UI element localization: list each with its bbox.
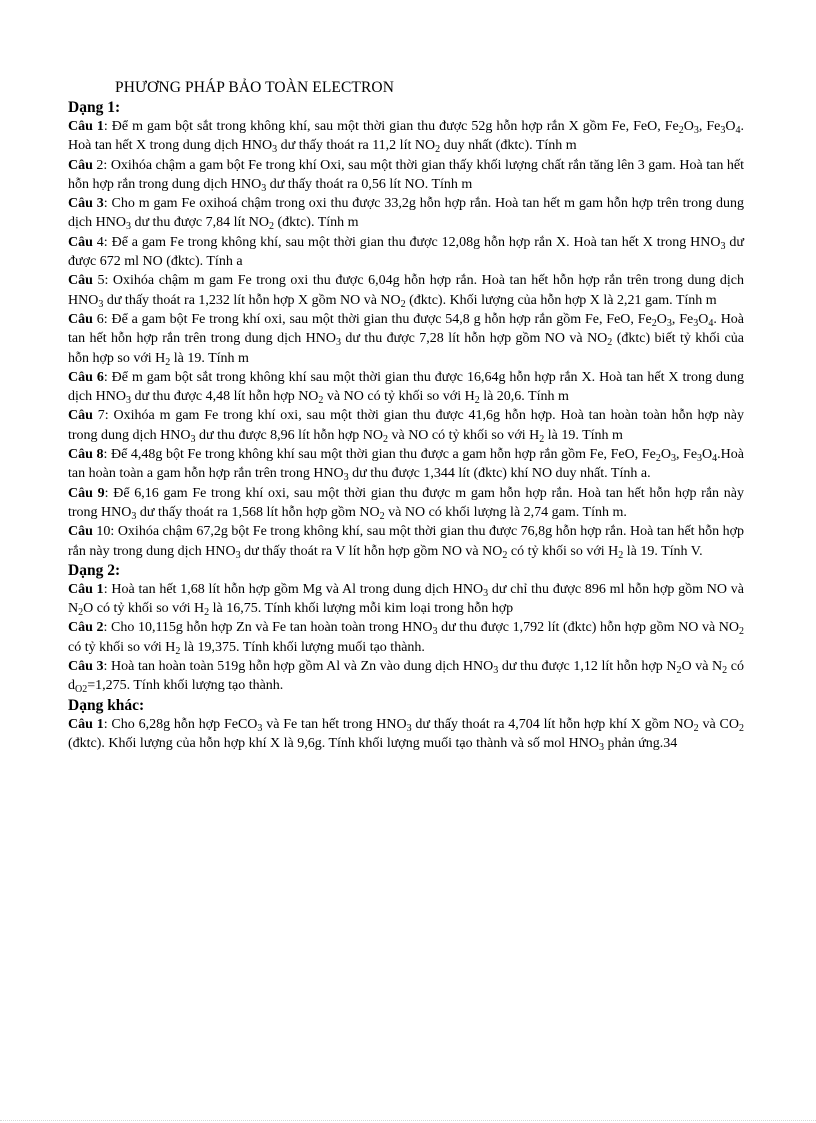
question-text: : Để m gam bột sắt trong không khí sau một thời gian thu được 16,64g hỗn hợp rắn X. Hoà tan hết X trong dung dịch $HNO_3$ dư thu được 4,48 lít hỗn hợp $NO_2$ và NO có tỷ khối so với $H_2$ là 20,6. Tính m [68, 369, 744, 407]
question-label: Câu [68, 408, 93, 424]
question-label: Câu 1 [68, 716, 104, 732]
question [68, 715, 744, 754]
question-text: 2: Oxihóa chậm a gam bột Fe trong khí Oxi, sau một thời gian thấy khối lượng chất rắn tăng lên 3 gam. Hoà tan hết hỗn hợp rắn trong dung dịch $HNO_3$ dư thấy thoát ra 0,56 lít NO. Tính m [68, 157, 744, 194]
section-dang-khac [68, 696, 744, 754]
section-heading: Dạng 2: [68, 561, 121, 579]
question-text: 4: Để a gam Fe trong không khí, sau một thời gian thu được 12,08g hỗn hợp rắn X. Hoà tan hết X trong $HNO_3$ dư được 672 ml NO (đktc). Tính a [68, 234, 744, 270]
question [68, 156, 744, 195]
question-label: Câu 2 [68, 620, 104, 636]
question [68, 271, 744, 310]
question-list [68, 580, 744, 696]
question-label: Câu 1 [68, 581, 104, 597]
question-list [68, 715, 744, 754]
question-list [68, 117, 744, 561]
question [68, 580, 744, 619]
question-text: : Để m gam bột sắt trong không khí, sau một thời gian thu được 52g hỗn hợp rắn X gồm Fe, FeO, $Fe_2O_3$, $Fe_3O_4$. Hoà tan hết X trong dung dịch $HNO_3$ dư thấy thoát ra 11,2 lít $NO_2$ duy nhất (đktc). Tính m [68, 119, 745, 156]
question-text: : Cho 6,28g hỗn hợp FeCO$_3$ và Fe tan hết trong $HNO_3$ dư thấy thoát ra 4,704 lít hỗn hợp khí X gồm $NO_2$ và $CO_2$ (đktc). Khối lượng của hỗn hợp khí X là 9,6g. Tính khối lượng muối tạo thành và số mol $HNO_3$ phản ứng.34 [68, 716, 744, 753]
question-text: : Hoà tan hoàn toàn 519g hỗn hợp gồm Al và Zn vào dung dịch $HNO_3$ dư thu được 1,12 lít hỗn hợp $N_2O$ và $N_2$ có $d_{O2}=1,275$. Tính khối lượng tạo thành. [68, 659, 744, 696]
question [68, 484, 744, 523]
document-page [68, 78, 744, 753]
section-dang-2 [68, 561, 744, 696]
question-text: : Hoà tan hết 1,68 lít hỗn hợp gồm Mg và Al trong dung dịch $HNO_3$ dư chỉ thu được 896 ml hỗn hợp gồm NO và $N_2O$ có tỷ khối so với $H_2$ là 16,75. Tính khối lượng mỗi kim loại trong hỗn hợp [68, 581, 745, 619]
question-label: Câu [68, 273, 93, 289]
question-text: 5: Oxihóa chậm m gam Fe trong oxi thu được 6,04g hỗn hợp rắn. Hoà tan hết hỗn hợp rắn trên trong dung dịch $HNO_3$ dư thấy thoát ra 1,232 lít hỗn hợp X gồm NO và $NO_2$ (đktc). Khối lượng của hỗn hợp X là 2,21 gam. Tính m [68, 273, 744, 310]
question-label: Câu 8 [68, 447, 104, 463]
question-text: : Để 4,48g bột Fe trong không khí sau một thời gian thu được a gam hỗn hợp rắn gồm Fe, FeO, $Fe_2O_3$, $Fe_3O_4.Hoà$ tan hoàn toàn a gam hỗn hợp rắn trên trong $HNO_3$ dư thu được 1,344 lít (đktc) khí NO duy nhất. Tính a. [68, 447, 744, 484]
question-label: Câu [68, 157, 93, 173]
section-dang-1 [68, 98, 744, 561]
question [68, 406, 744, 445]
document-title: PHƯƠNG PHÁP BẢO TOÀN ELECTRON [115, 79, 395, 96]
page-bottom-border [0, 1120, 816, 1121]
question-label: Câu 3 [68, 659, 104, 675]
section-heading: Dạng 1: [68, 99, 121, 116]
question-label: Câu [68, 234, 93, 250]
question [68, 117, 744, 156]
question [68, 310, 744, 368]
question [68, 194, 744, 233]
question-text: 10: Oxihóa chậm 67,2g bột Fe trong không khí, sau một thời gian thu được 76,8g hỗn hợp rắn. Hoà tan hết hỗn hợp rắn này trong dung dịch $HNO_3$ dư thấy thoát ra V lít hỗn hợp gồm NO và $NO_2$ có tỷ khối so với $H_2$ là 19. Tính V. [68, 524, 744, 561]
question [68, 657, 744, 696]
question [68, 233, 744, 272]
question-label: Câu 9 [68, 485, 105, 501]
question [68, 368, 744, 407]
question [68, 522, 744, 561]
section-heading: Dạng khác: [68, 696, 145, 714]
question-text: 7: Oxihóa m gam Fe trong khí oxi, sau một thời gian thu được 41,6g hỗn hợp. Hoà tan hoàn toàn hỗn hợp này trong dung dịch $HNO_3$ dư thu được 8,96 lít hỗn hợp $NO_2$ và NO có tỷ khối so với $H_2$ là 19. Tính m [68, 408, 744, 445]
question-label: Câu 6 [68, 369, 104, 385]
question-label: Câu [68, 524, 93, 540]
question-label: Câu [68, 311, 93, 327]
question [68, 445, 744, 484]
question-text: : Cho 10,115g hỗn hợp Zn và Fe tan hoàn toàn trong $HNO_3$ dư thu được 1,792 lít (đktc) hỗn hợp gồm NO và $NO_2$ có tỷ khối so với $H_2$ là 19,375. Tính khối lượng muối tạo thành. [68, 620, 744, 657]
question [68, 618, 744, 657]
question-text: : Cho m gam Fe oxihoá chậm trong oxi thu được 33,2g hỗn hợp rắn. Hoà tan hết m gam hỗn hợp trên trong dung dịch $HNO_3$ dư thu được 7,84 lít $NO_2$ (đktc). Tính m [68, 196, 745, 233]
question-text: 6: Để a gam bột Fe trong khí oxi, sau một thời gian thu được 54,8 g hỗn hợp rắn gồm Fe, FeO, $Fe_2O_3$, $Fe_3O_4$. Hoà tan hết hỗn hợp rắn trên trong dung dịch $HNO_3$ dư thu được 7,28 lít hỗn hợp gồm NO và $NO_2$ (đktc) biết tỷ khối của hỗn hợp so với $H_2$ là 19. Tính m [68, 311, 745, 368]
question-label: Câu 1 [68, 119, 104, 134]
question-text: : Để 6,16 gam Fe trong khí oxi, sau một thời gian thu được m gam hỗn hợp rắn. Hoà tan hết hỗn hợp rắn này trong $HNO_3$ dư thấy thoát ra 1,568 lít hỗn hợp gồm $NO_2$ và NO có khối lượng là 2,74 gam. Tính m. [68, 485, 744, 522]
question-label: Câu 3 [68, 196, 104, 212]
